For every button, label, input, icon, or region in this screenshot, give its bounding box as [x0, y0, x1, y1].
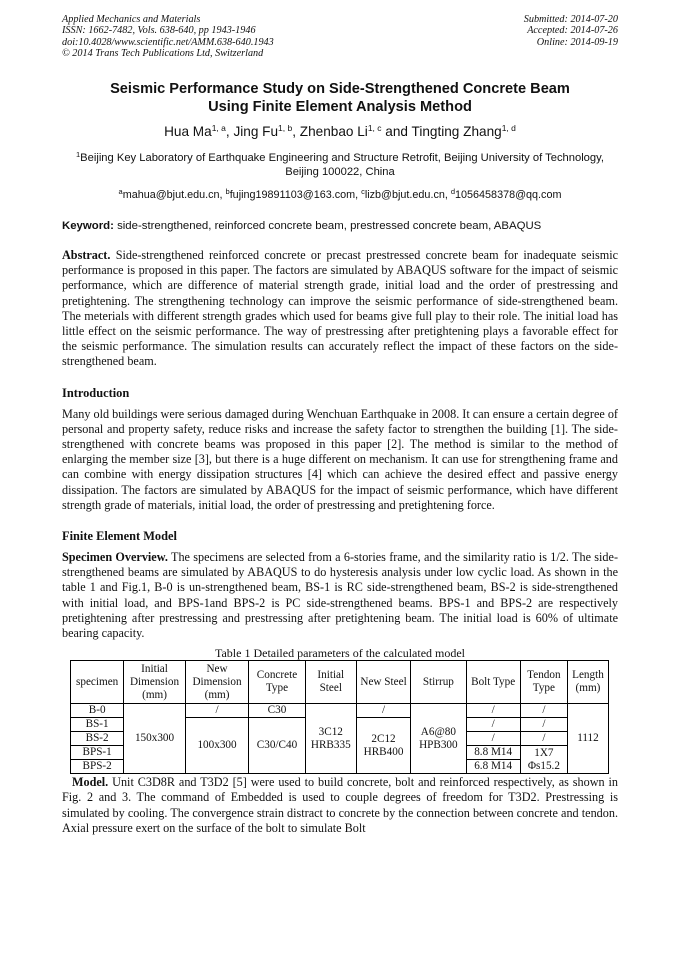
journal-info — [62, 14, 274, 60]
introduction-heading: Introduction — [62, 385, 130, 400]
table-cell: BPS-1 — [71, 746, 124, 760]
table-cell: / — [520, 732, 567, 746]
email-list — [62, 187, 618, 201]
table-cell-line: Φs15.2 — [527, 759, 560, 772]
table-cell: 100x300 — [185, 718, 249, 774]
table-cell: C30 — [249, 704, 305, 718]
author-1-affil: 1, a — [211, 123, 226, 133]
table-cell: / — [520, 718, 567, 732]
keyword-label: Keyword: — [62, 220, 114, 232]
table-cell — [305, 704, 356, 774]
publication-dates — [524, 14, 618, 48]
col-header: Initial Dimension (mm) — [124, 661, 185, 704]
table-cell: / — [466, 732, 520, 746]
email-d: 1056458378@qq.com — [455, 189, 562, 201]
table-cell: BS-2 — [71, 732, 124, 746]
table-cell — [411, 704, 466, 774]
author-separator: , — [225, 124, 230, 139]
online-date: Online: 2014-09-19 — [536, 36, 618, 48]
col-header: New Steel — [356, 661, 410, 704]
col-header: Stirrup — [411, 661, 466, 704]
email-a-sup: a — [118, 187, 123, 196]
col-header: Initial Steel — [305, 661, 356, 704]
abstract-text: Side-strengthened reinforced concrete or precast prestressed concrete beam for inadequate seismic performance is proposed in this paper. The factors are simulated by ABAQUS software for the impact of seismic performance, which are difference of material strength grade, initial load and the order of prestressing and pretightening. The strengthening technology can improve the seismic performance of side-strengthened beam. The meterials with different strength grades which used for beams give full play to their role. The initial load has little effect on the seismic performance. The way of prestressing after pretightening plays a favorable effect for the seismic performance. The simulation results can accurately reflect the impact of these factors on the side-strengthened beam. — [62, 248, 618, 369]
affiliation-text: Beijing Key Laboratory of Earthquake Engineering and Structure Retrofit, Beijing University of Technology, Beijing 100022, China — [80, 152, 604, 178]
col-header: specimen — [71, 661, 124, 704]
table-cell: 1112 — [567, 704, 608, 774]
table-cell: / — [466, 704, 520, 718]
author-list — [62, 119, 618, 141]
parameters-table — [70, 660, 609, 774]
paper-title — [62, 80, 618, 116]
fem-heading: Finite Element Model — [62, 529, 177, 544]
col-header: Concrete Type — [249, 661, 305, 704]
paper-page — [62, 14, 618, 836]
abstract-label: Abstract. — [62, 248, 111, 262]
author-4-affil: 1, d — [501, 123, 516, 133]
col-header: Tendon Type — [520, 661, 567, 704]
affiliation-sup: 1 — [76, 150, 81, 159]
author-and: and — [385, 124, 408, 139]
email-a: mahua@bjut.edu.cn, — [122, 189, 223, 201]
author-2-affil: 1, b — [278, 123, 293, 133]
table-cell: / — [356, 704, 410, 718]
journal-header — [62, 14, 618, 66]
specimen-overview — [62, 550, 618, 641]
title-line-1: Seismic Performance Study on Side-Strengthened Concrete Beam — [110, 81, 570, 97]
keyword-text: side-strengthened, reinforced concrete beam, prestressed concrete beam, ABAQUS — [117, 220, 542, 232]
overview-text: The specimens are selected from a 6-stories frame, and the similarity ratio is 1/2. The side-strengthened beams are simulated by ABAQUS to do hysteresis analysis under low cyclic load. As shown in the table 1 and Fig.1, B-0 is un-strengthened beam, BS-1 is RC side-strengthened beam, BS-2 is side-strengthened with initial load, and BPS-1and BPS-2 is PC side-strengthened beams. BPS-1 and BPS-2 are respectively pretightening after prestressing and prestressing after pretightening beam. The initial load is 60% of ultimate bearing capacity. — [62, 550, 618, 641]
title-line-2: Using Finite Element Analysis Method — [208, 99, 472, 115]
author-4: Tingting Zhang — [411, 124, 502, 139]
copyright: © 2014 Trans Tech Publications Ltd, Switzerland — [62, 48, 264, 60]
table-cell-line: HRB335 — [310, 738, 351, 751]
author-separator: , — [292, 124, 296, 139]
keywords — [62, 220, 618, 232]
submitted-date: Submitted: 2014-07-20 — [523, 14, 618, 25]
author-2: Jing Fu — [233, 124, 279, 139]
model-paragraph — [62, 775, 618, 836]
author-1: Hua Ma — [164, 124, 212, 139]
table-cell — [356, 718, 410, 774]
doi: doi:10.4028/www.scientific.net/AMM.638-640.1943 — [62, 36, 274, 48]
author-3: Zhenbao Li — [299, 124, 368, 139]
model-text: Unit C3D8R and T3D2 [5] were used to build concrete, bolt and reinforced respectively, as shown in Fig. 2 and 3. The command of Embedded is used to couple degrees of freedom for T3D2. Prestressing is simulated by cooling. The convergence strain distract to concrete by the connection between concrete and tendon. Axial pressure exert on the surface of the bolt to simulate Bolt — [62, 775, 619, 835]
table-cell: / — [185, 704, 249, 718]
col-header: Bolt Type — [466, 661, 520, 704]
author-3-affil: 1, c — [367, 123, 382, 133]
table-cell: C30/C40 — [249, 718, 305, 774]
table-cell: 150x300 — [124, 704, 185, 774]
col-header: Length (mm) — [567, 661, 608, 704]
affiliation — [62, 148, 618, 179]
table-cell — [520, 746, 567, 774]
table-cell: 8.8 M14 — [466, 746, 520, 760]
table-cell: / — [520, 704, 567, 718]
table-cell: BPS-2 — [71, 760, 124, 774]
email-b-sup: b — [225, 187, 230, 196]
accepted-date: Accepted: 2014-07-26 — [527, 25, 618, 37]
overview-label: Specimen Overview. — [62, 550, 168, 565]
table-cell: / — [466, 718, 520, 732]
introduction-text: Many old buildings were serious damaged during Wenchuan Earthquake in 2008. It can ensure a certain degree of personal and property safety, reduce risks and increase the safety factor to strengthen the building [1]. The side-strengthened with concrete beams was proposed in this paper [2]. The method is similar to the method of enlarging the member size [3], but there is a huge different on mechanism. It can use for strengthening frame and can combine with energy dissipation structures [4] which can achieve the desired effect and passive energy dissipation. The factors are simulated by ABAQUS for the impact of seismic performance, which have different strength grade of materials, initial load, the order of prestressing and pretightening force. — [62, 406, 618, 512]
email-b: fujing19891103@163.com, — [229, 189, 359, 201]
table-cell-line: A6@80 — [420, 725, 456, 738]
email-c-sup: c — [361, 187, 365, 196]
table-cell-line: HRB400 — [363, 745, 404, 758]
table-header-row — [71, 661, 609, 704]
table-cell: BS-1 — [71, 718, 124, 732]
table-row — [71, 704, 609, 718]
table-cell: 6.8 M14 — [466, 760, 520, 774]
table-cell: B-0 — [71, 704, 124, 718]
model-label: Model. — [72, 775, 109, 790]
abstract — [62, 248, 618, 370]
col-header: New Dimension (mm) — [185, 661, 249, 704]
email-d-sup: d — [450, 187, 456, 196]
issn: ISSN: 1662-7482, Vols. 638-640, pp 1943-1946 — [62, 25, 256, 37]
table-cell-line: 3C12 — [318, 725, 343, 738]
table-caption: Table 1 Detailed parameters of the calculated model — [214, 646, 466, 661]
table-cell-line: 1X7 — [534, 746, 554, 759]
table-cell-line: 2C12 — [371, 732, 396, 745]
journal-name: Applied Mechanics and Materials — [62, 14, 201, 25]
email-c: lizb@bjut.edu.cn, — [364, 189, 448, 201]
table-cell-line: HPB300 — [419, 738, 458, 751]
